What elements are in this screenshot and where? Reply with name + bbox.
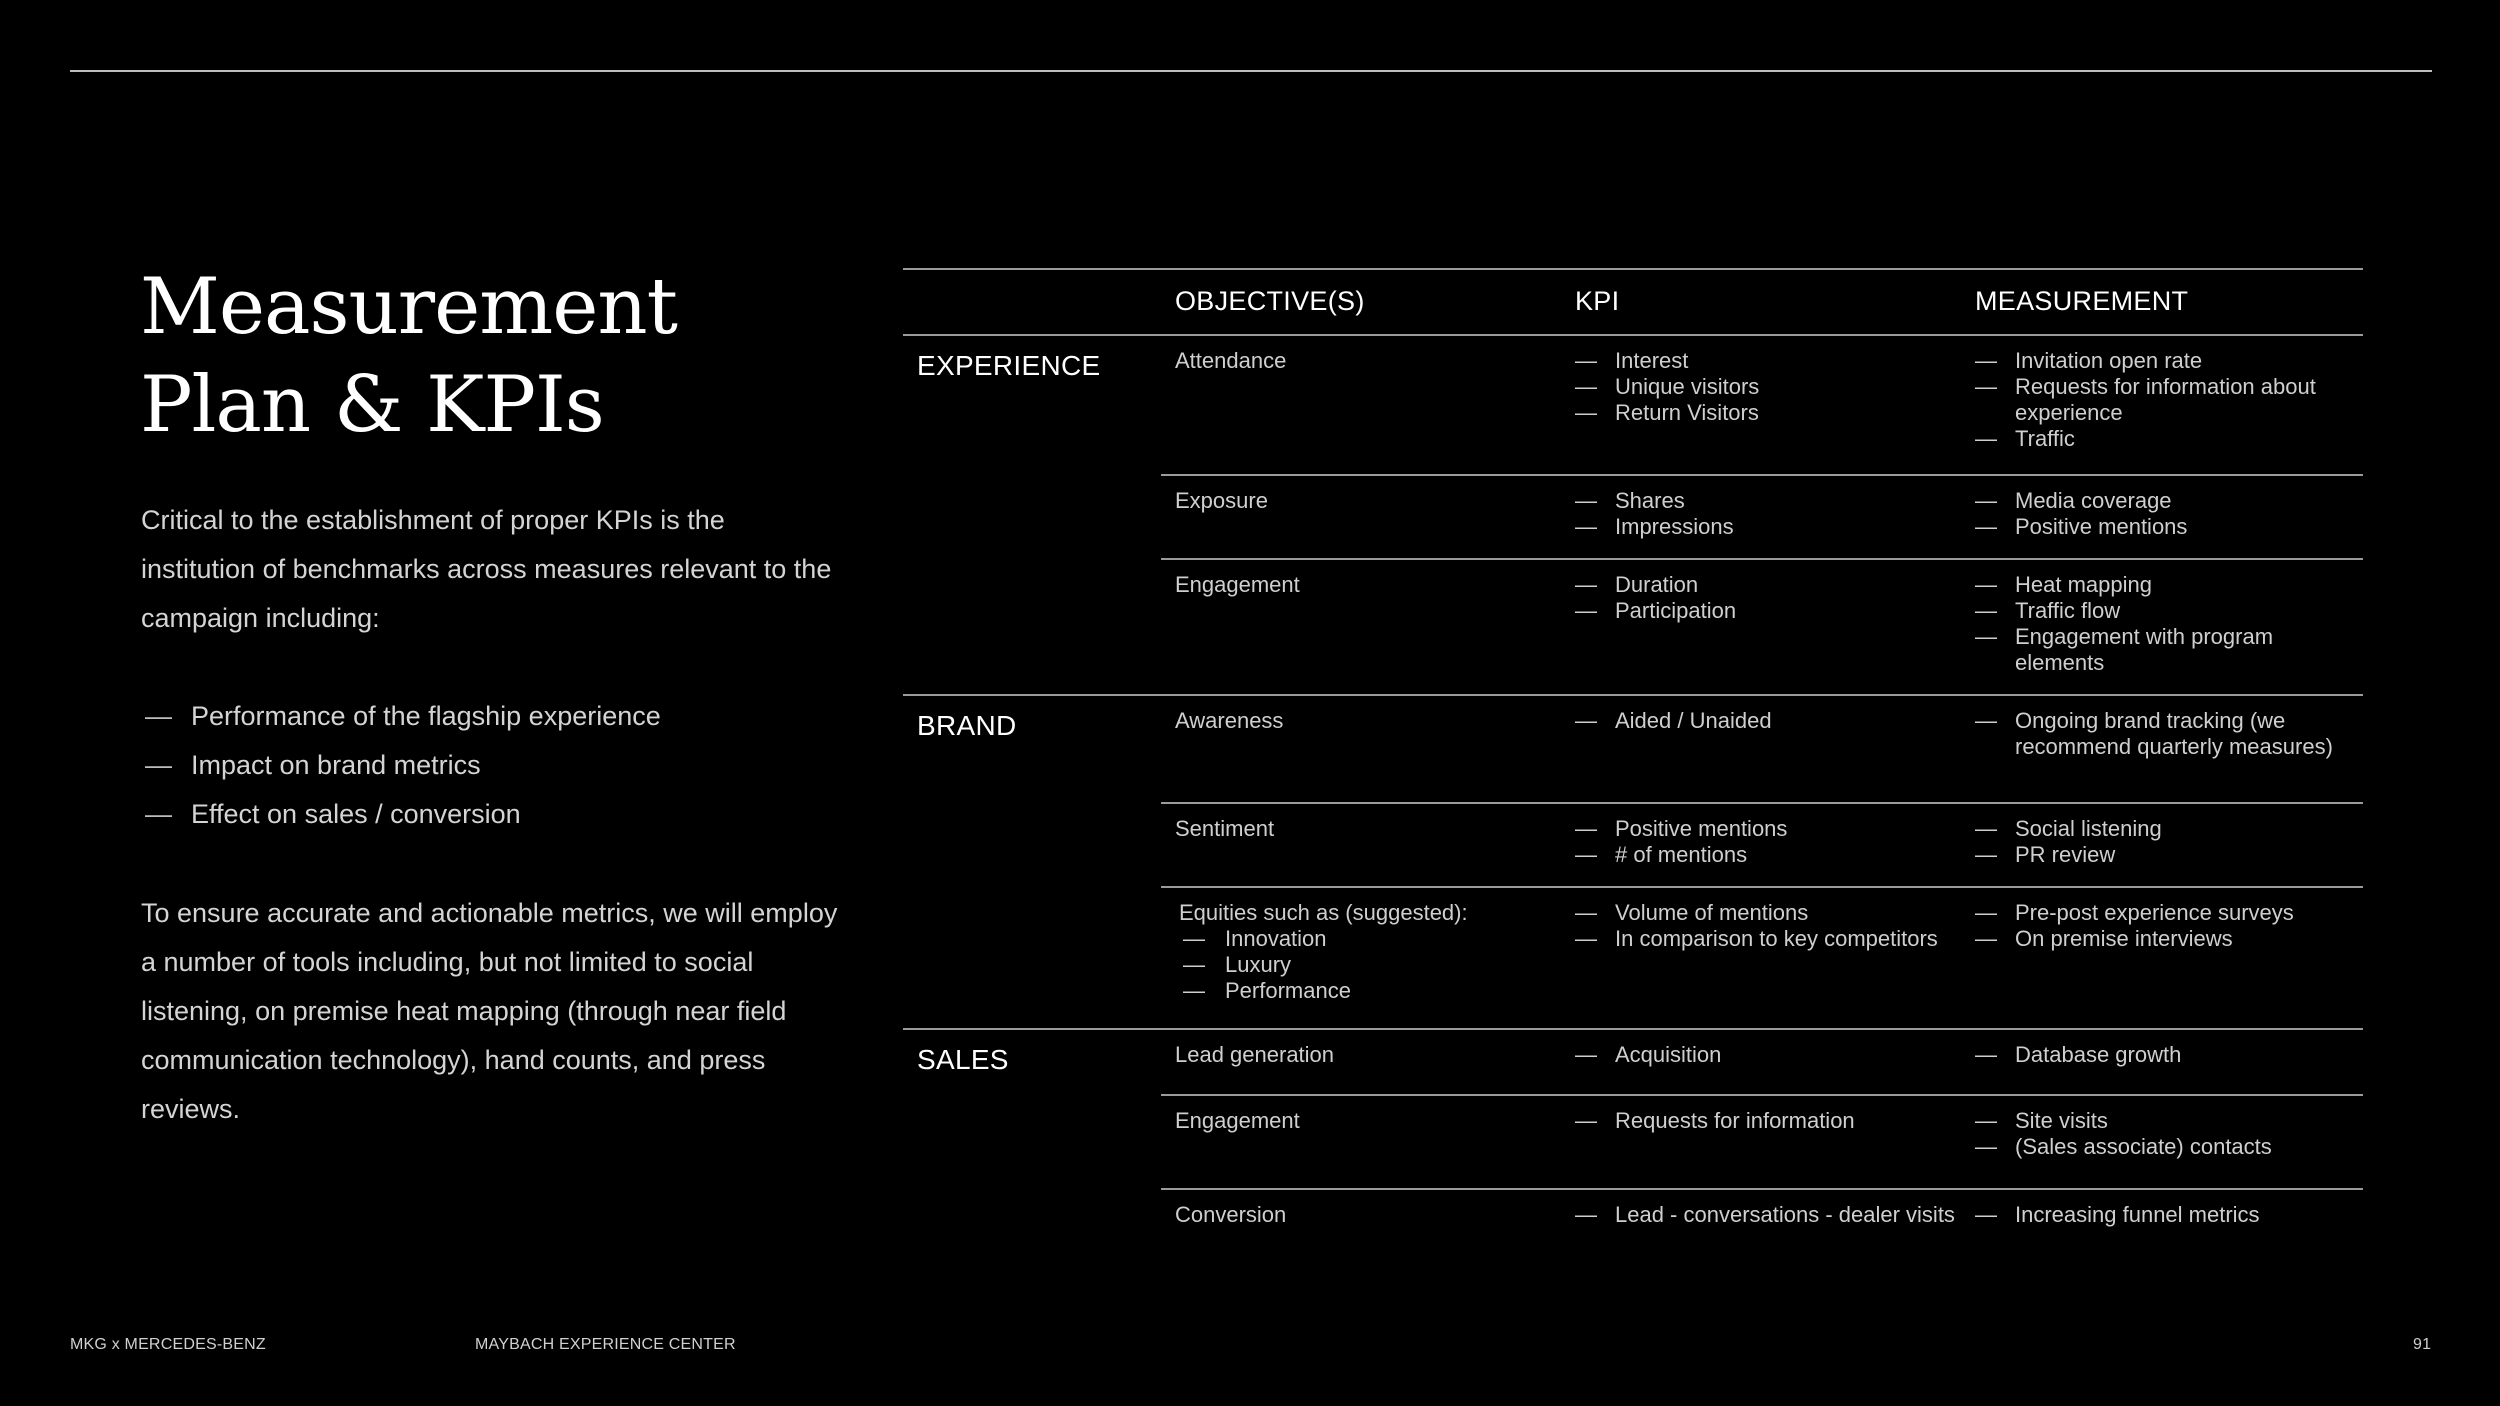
kpi-item: — Positive mentions <box>1575 816 1955 842</box>
measurement-item: — Engagement with program elements <box>1975 624 2365 676</box>
table-row <box>1161 888 2363 1028</box>
table-row <box>1161 476 2363 560</box>
table-row <box>1161 336 2363 476</box>
measurement-item: — PR review <box>1975 842 2365 868</box>
list-item-text: Impact on brand metrics <box>191 750 481 780</box>
measurement-cell <box>1975 348 2365 452</box>
title-line-2: Plan & KPIs <box>140 360 604 450</box>
kpi-cell <box>1575 1202 1955 1228</box>
section-label: BRAND <box>917 710 1017 741</box>
section-brand <box>903 696 2363 1030</box>
measurement-cell <box>1975 900 2365 952</box>
measurement-item: — Database growth <box>1975 1042 2365 1068</box>
measurement-item: — (Sales associate) contacts <box>1975 1134 2365 1160</box>
list-item <box>141 692 661 741</box>
kpi-cell <box>1575 1042 1955 1068</box>
measurement-cell <box>1975 1042 2365 1068</box>
table-header <box>903 270 2363 336</box>
measurement-cell <box>1975 816 2365 868</box>
measurement-item: — Positive mentions <box>1975 514 2365 540</box>
objective-cell: Attendance <box>1175 348 1287 373</box>
table-row <box>1161 1030 2363 1096</box>
kpi-item: — Return Visitors <box>1575 400 1955 426</box>
list-item-text: Performance of the flagship experience <box>191 701 661 731</box>
objective-text: Equities such as (suggested): <box>1179 900 1468 925</box>
table-row <box>1161 804 2363 888</box>
equity-item: — Performance <box>1179 978 1555 1004</box>
equities-list <box>1179 926 1555 1004</box>
measurement-cell <box>1975 708 2365 760</box>
section-experience <box>903 336 2363 696</box>
kpi-item: — Interest <box>1575 348 1955 374</box>
objective-cell: Sentiment <box>1175 816 1275 841</box>
measurement-cell <box>1975 572 2365 676</box>
table-row <box>1161 1096 2363 1190</box>
footer-project: MAYBACH EXPERIENCE CENTER <box>475 1336 736 1353</box>
top-divider <box>70 70 2432 72</box>
measurement-cell <box>1975 488 2365 540</box>
measurement-item: — Social listening <box>1975 816 2365 842</box>
kpi-item: — Requests for information <box>1575 1108 1955 1134</box>
intro-paragraph: Critical to the establishment of proper KPIs is the institution of benchmarks across measures relevant to the campaign including: <box>141 505 832 633</box>
header-measurement: MEASUREMENT <box>1975 286 2189 316</box>
header-objectives: OBJECTIVE(S) <box>1175 286 1365 316</box>
page-number: 91 <box>2413 1336 2432 1353</box>
list-item <box>141 790 661 839</box>
section-label: SALES <box>917 1044 1009 1075</box>
section-label: EXPERIENCE <box>917 350 1101 381</box>
list-item-text: Effect on sales / conversion <box>191 799 521 829</box>
kpi-cell <box>1575 488 1955 540</box>
kpi-item: — In comparison to key competitors <box>1575 926 1955 952</box>
measurement-item: — Heat mapping <box>1975 572 2365 598</box>
table-row <box>1161 1190 2363 1270</box>
kpi-cell <box>1575 348 1955 426</box>
kpi-item: — Aided / Unaided <box>1575 708 1955 734</box>
footer-brand: MKG x MERCEDES-BENZ <box>70 1336 266 1353</box>
kpi-item: — Acquisition <box>1575 1042 1955 1068</box>
kpi-table <box>903 268 2363 1270</box>
measurement-cell <box>1975 1202 2365 1228</box>
tools-paragraph: To ensure accurate and actionable metrics, we will employ a number of tools including, but not limited to social listening, on premise heat mapping (through near field communication technology), hand counts, and press reviews. <box>141 898 838 1124</box>
page-title <box>140 258 677 454</box>
table-row <box>1161 696 2363 804</box>
equity-item: — Innovation <box>1179 926 1555 952</box>
measurement-item: — Traffic <box>1975 426 2365 452</box>
objective-cell: Awareness <box>1175 708 1284 733</box>
measurement-item: — Requests for information about experience <box>1975 374 2365 426</box>
measurement-item: — Increasing funnel metrics <box>1975 1202 2365 1228</box>
measurement-item: — Invitation open rate <box>1975 348 2365 374</box>
kpi-item: — Duration <box>1575 572 1955 598</box>
kpi-cell <box>1575 572 1955 624</box>
measurement-item: — Pre-post experience surveys <box>1975 900 2365 926</box>
kpi-cell <box>1575 708 1955 734</box>
dash-icon: — <box>145 799 172 829</box>
kpi-cell <box>1575 900 1955 952</box>
equity-item: — Luxury <box>1179 952 1555 978</box>
dash-icon: — <box>145 701 172 731</box>
table-row <box>1161 560 2363 694</box>
kpi-cell <box>1575 816 1955 868</box>
kpi-item: — Unique visitors <box>1575 374 1955 400</box>
dash-icon: — <box>145 750 172 780</box>
measurement-item: — On premise interviews <box>1975 926 2365 952</box>
measurement-item: — Traffic flow <box>1975 598 2365 624</box>
kpi-item: — # of mentions <box>1575 842 1955 868</box>
objective-cell: Exposure <box>1175 488 1268 513</box>
measurement-item: — Site visits <box>1975 1108 2365 1134</box>
section-sales <box>903 1030 2363 1270</box>
measurement-item: — Media coverage <box>1975 488 2365 514</box>
measurement-item: — Ongoing brand tracking (we recommend quarterly measures) <box>1975 708 2365 760</box>
kpi-cell <box>1575 1108 1955 1134</box>
kpi-item: — Participation <box>1575 598 1955 624</box>
kpi-item: — Lead - conversations - dealer visits <box>1575 1202 1955 1228</box>
list-item <box>141 741 661 790</box>
objective-cell: Conversion <box>1175 1202 1287 1227</box>
objective-cell <box>1175 900 1555 1004</box>
objective-cell: Engagement <box>1175 1108 1300 1133</box>
objective-cell: Lead generation <box>1175 1042 1335 1067</box>
kpi-item: — Impressions <box>1575 514 1955 540</box>
objective-cell: Engagement <box>1175 572 1300 597</box>
header-kpi: KPI <box>1575 286 1620 316</box>
measurement-cell <box>1975 1108 2365 1160</box>
benchmark-list <box>141 692 661 839</box>
title-line-1: Measurement <box>140 262 677 352</box>
kpi-item: — Volume of mentions <box>1575 900 1955 926</box>
kpi-item: — Shares <box>1575 488 1955 514</box>
